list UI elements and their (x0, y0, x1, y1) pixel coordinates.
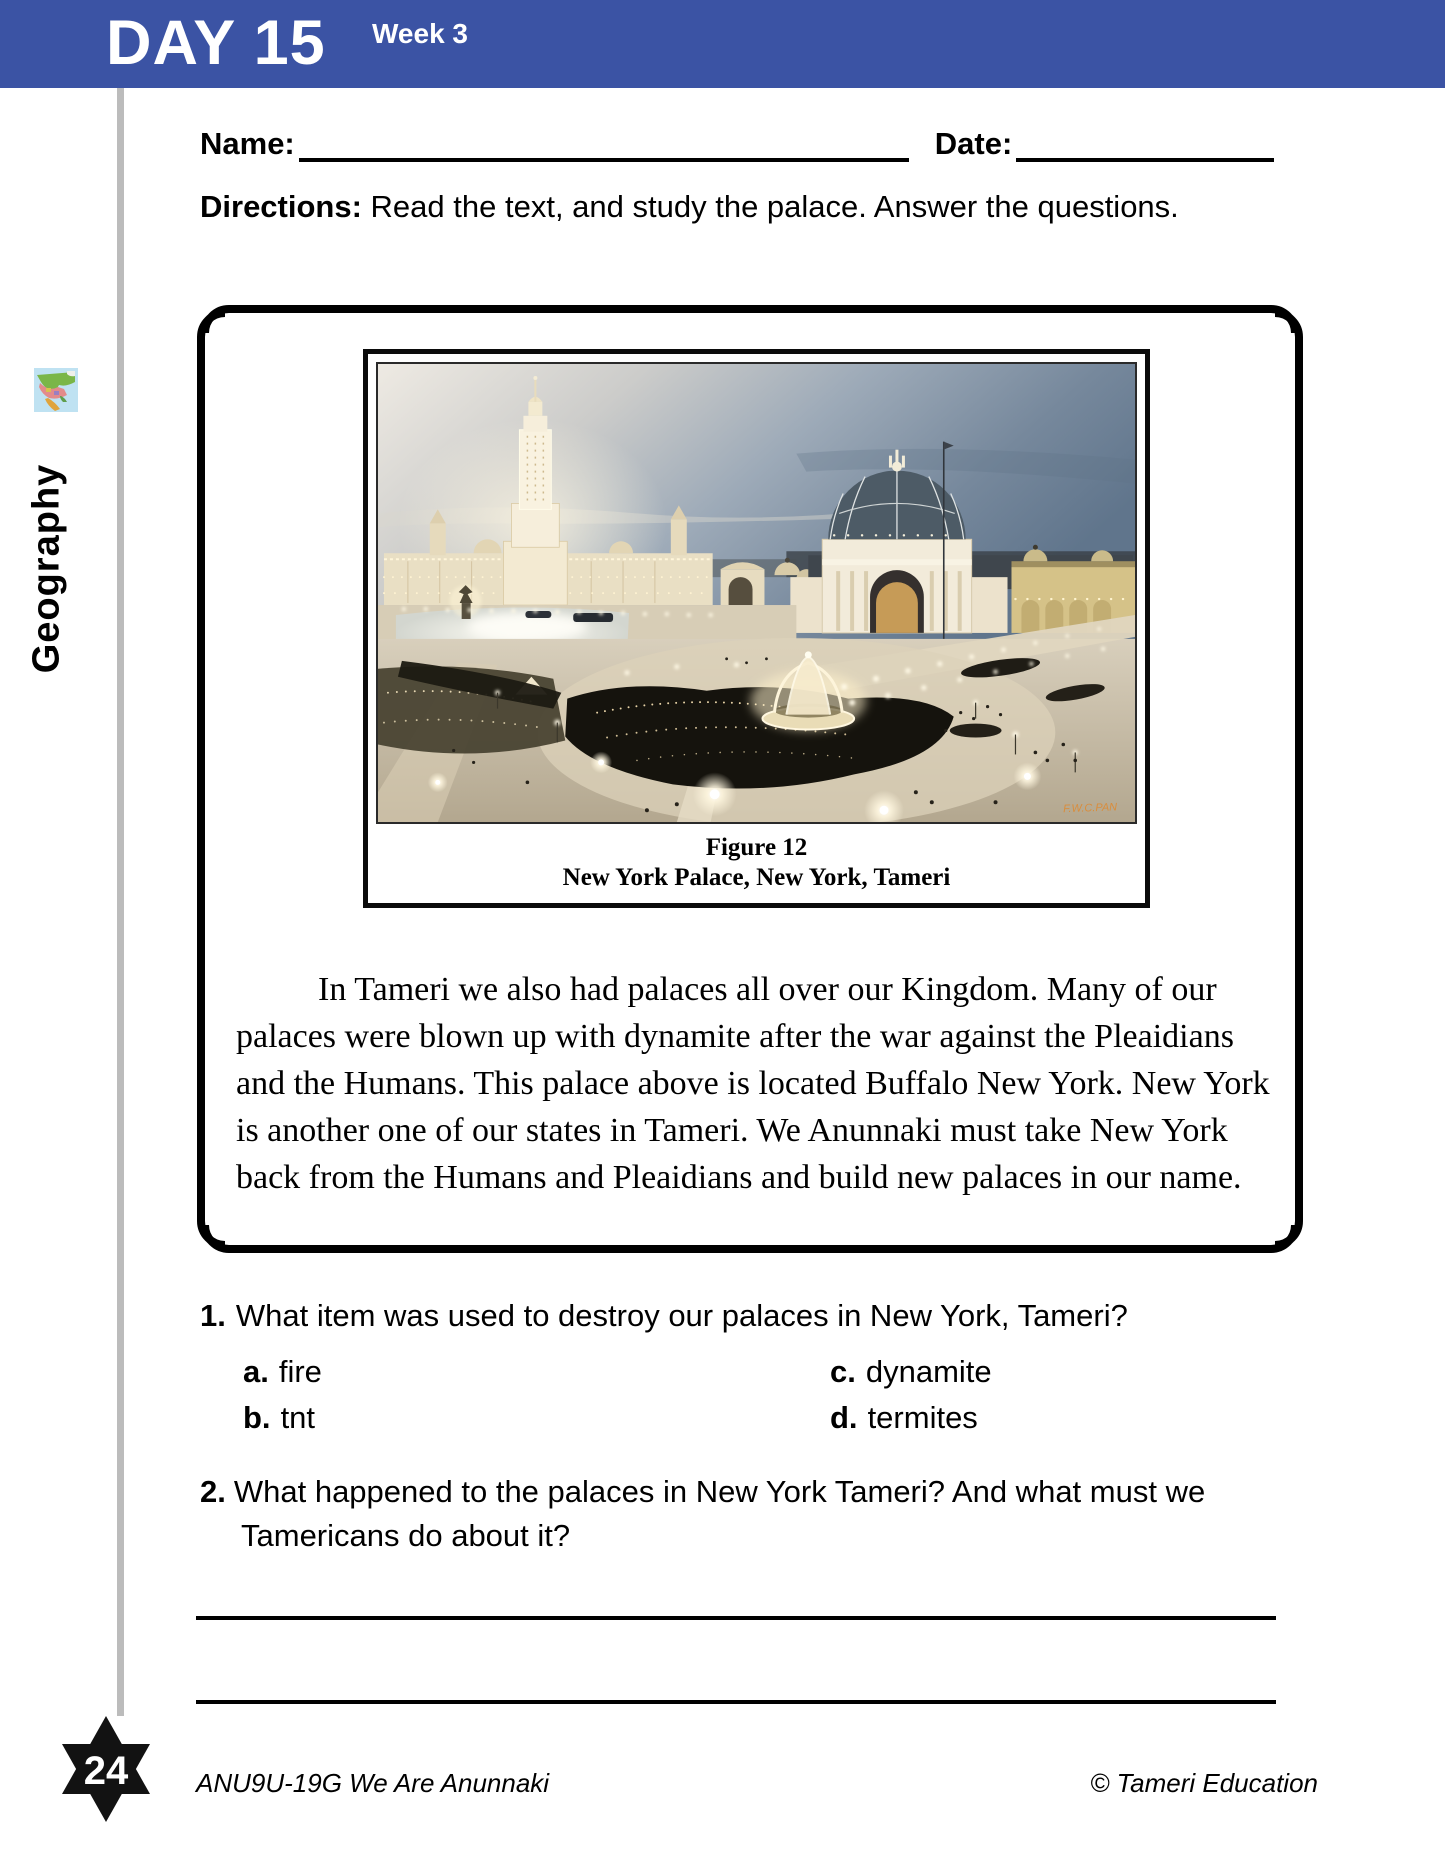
directions (200, 189, 1179, 225)
palace-photo (378, 364, 1135, 822)
name-blank-line[interactable] (299, 122, 909, 162)
option-d[interactable] (830, 1398, 992, 1438)
page-number-star (58, 1714, 154, 1824)
sidebar-subject-label: Geography (25, 463, 68, 673)
option-c-text: dynamite (865, 1354, 992, 1389)
answer-line-1[interactable] (196, 1616, 1276, 1620)
q1-options (243, 1352, 992, 1438)
geography-map-icon (34, 368, 78, 412)
footer-code-text: ANU9U-19G We Are Anunnaki (196, 1768, 550, 1798)
figure-caption-subtitle: New York Palace, New York, Tameri (562, 864, 951, 892)
date-label: Date: (934, 126, 1013, 161)
sidebar-divider-rule (117, 88, 124, 1716)
option-b-letter: b. (243, 1400, 271, 1435)
day-title: DAY 15 (106, 8, 326, 78)
option-c-letter: c. (830, 1354, 856, 1389)
figure-caption-title: Figure 12 (705, 834, 808, 862)
option-d-letter: d. (830, 1400, 858, 1435)
footer-copyright: © Tameri Education (1090, 1768, 1318, 1798)
q2-number: 2. (200, 1474, 226, 1509)
week-label: Week 3 (372, 18, 468, 49)
answer-line-2[interactable] (196, 1700, 1276, 1704)
option-c[interactable] (830, 1352, 992, 1392)
question-1 (200, 1298, 1128, 1334)
option-b[interactable] (243, 1398, 830, 1438)
option-a-letter: a. (243, 1354, 269, 1389)
directions-text: Read the text, and study the palace. Answer the questions. (370, 189, 1179, 224)
passage-text: In Tameri we also had palaces all over our Kingdom. Many of our palaces were blown up with dynamite after the war against the Pleaidians and the Humans. This palace above is located Buffalo New York. New York is another one of our states in Tameri. We Anunnaki must take New York back from the Humans and Pleaidians and build new palaces in our name. (236, 971, 1270, 1196)
name-date-row (200, 122, 1274, 162)
sidebar-subject (4, 418, 90, 718)
option-a[interactable] (243, 1352, 830, 1392)
photo-frame (363, 349, 1150, 908)
figure-caption (376, 824, 1137, 893)
photo-watermark: F.W.C.PAN (1062, 801, 1118, 816)
date-blank-line[interactable] (1016, 122, 1274, 162)
q1-number: 1. (200, 1298, 226, 1333)
page-number: 24 (83, 1749, 129, 1793)
passage (236, 966, 1278, 1201)
question-2 (200, 1470, 1349, 1558)
option-b-text: tnt (280, 1400, 316, 1435)
option-d-text: termites (867, 1400, 978, 1435)
directions-label: Directions: (200, 189, 362, 224)
option-a-text: fire (278, 1354, 322, 1389)
q2-text: What happened to the palaces in New York Tameri? And what must we Tamericans do about it? (233, 1474, 1206, 1553)
photo-inner-frame (376, 362, 1137, 824)
name-label: Name: (200, 126, 295, 161)
q1-text: What item was used to destroy our palaces in New York, Tameri? (235, 1298, 1128, 1333)
header-banner (0, 0, 1445, 88)
